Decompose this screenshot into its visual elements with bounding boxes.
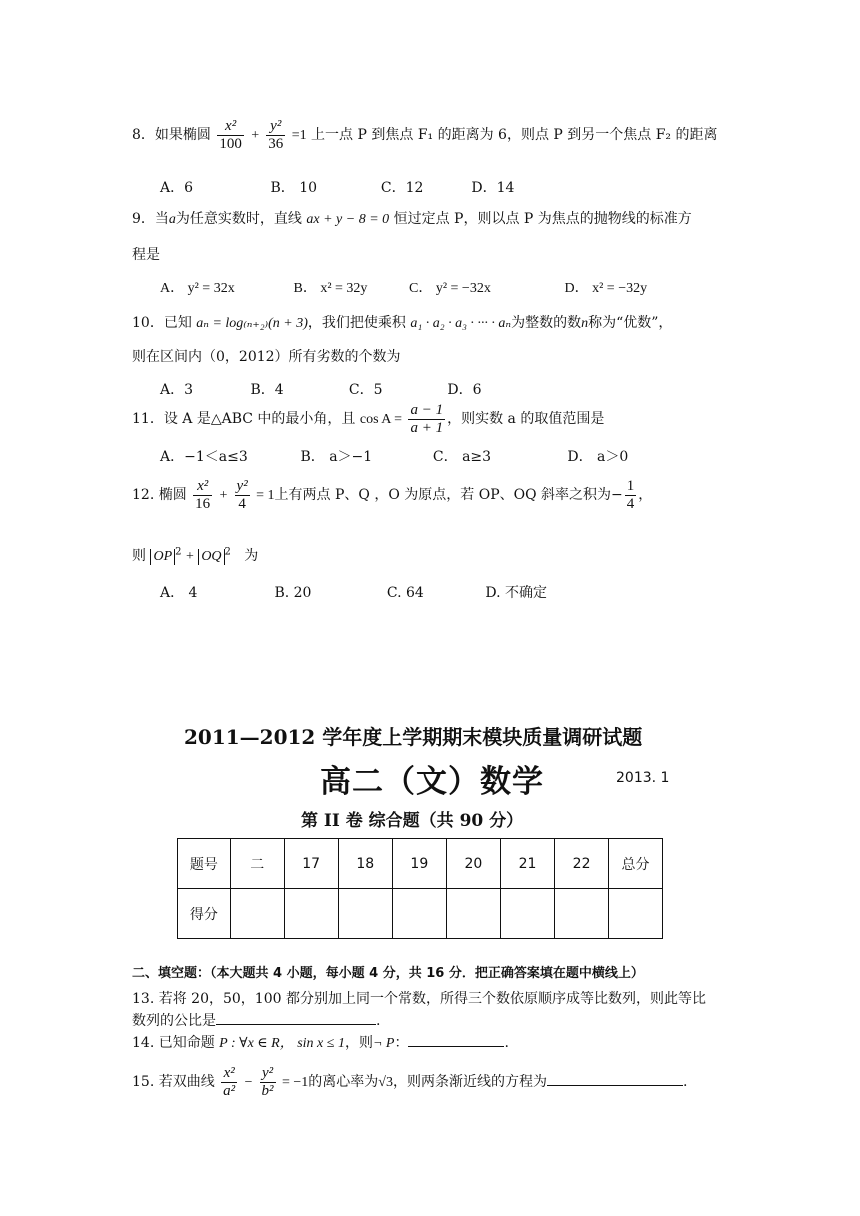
table-cell: 19 xyxy=(392,839,446,889)
table-cell: 总分 xyxy=(609,839,663,889)
q15-fraction-y: $\frac{\text{y²}}{\text{b²}}$ xyxy=(261,1065,274,1099)
table-cell: 21 xyxy=(500,839,554,889)
score-cell[interactable] xyxy=(609,889,663,939)
q12-option-d: D. 不确定 xyxy=(485,585,547,601)
q9-option-b: B． x² = 32y xyxy=(293,281,368,296)
part-title: 第 II 卷 综合题（共 90 分） xyxy=(301,811,524,831)
table-cell: 题号 xyxy=(178,839,231,889)
question-8: 8．如果椭圆 $\frac{\text{x²}}{100}$ + $\frac{\text{y²}}{36}$ =1 上一点 P 到焦点 F₁ 的距离为 6，则点 P 到另一个焦点 F₂ 的距离 xyxy=(132,118,718,152)
q11-option-b: B． a＞−1 xyxy=(300,449,373,465)
table-cell: 20 xyxy=(446,839,500,889)
q12-options xyxy=(160,582,547,602)
score-table xyxy=(177,838,663,939)
q10-product: a₁ · a₂ · a₃ · ··· · aₙ xyxy=(410,316,512,331)
q9-line-equation: ax + y − 8 = 0 xyxy=(306,212,390,227)
q8-options xyxy=(160,177,514,197)
q11-options xyxy=(160,446,628,466)
q9-line2: 程是 xyxy=(132,247,160,263)
subject-title: 高二（文）数学 xyxy=(320,764,544,800)
q10-line2: 则在区间内（0，2012）所有劣数的个数为 xyxy=(132,349,401,365)
table-cell: 18 xyxy=(338,839,392,889)
q13-answer-blank[interactable] xyxy=(216,1010,376,1025)
table-row xyxy=(178,839,663,889)
question-14: 14. 已知命题 P : ∀x ∈ R， sin x ≤ 1，则¬ P： . xyxy=(132,1032,509,1052)
q8-text: 上一点 P 到焦点 F₁ 的距离为 6，则点 P 到另一个焦点 F₂ 的距离 xyxy=(311,127,718,143)
question-13-line2: 数列的公比是 . xyxy=(132,1010,380,1030)
exam-date: 2013. 1 xyxy=(616,770,670,786)
q12-oq-abs: OQ xyxy=(198,549,224,565)
q11-option-d: D． a＞0 xyxy=(567,449,629,465)
q9-options xyxy=(160,277,647,297)
q11-option-a: A．−1＜a≤3 xyxy=(160,449,248,465)
table-cell: 二 xyxy=(230,839,284,889)
q10-option-d: D．6 xyxy=(447,382,482,398)
q12-option-a: A． 4 xyxy=(160,585,198,601)
q10-formula: aₙ = log₍ₙ₊₂₎(n + 3) xyxy=(196,316,308,331)
table-cell: 17 xyxy=(284,839,338,889)
question-12: 12. 椭圆 $\frac{\text{x²}}{16}$ + $\frac{\text{y²}}{4}$ = 1上有两点 P、Q ，O 为原点，若 OP、OQ 斜率之积为− $\frac{1}{4}$ ， xyxy=(132,478,653,512)
score-cell[interactable] xyxy=(338,889,392,939)
q15-fraction-x: $\frac{\text{x²}}{\text{a²}}$ xyxy=(223,1065,236,1099)
q10-option-c: C．5 xyxy=(348,382,383,398)
q12-option-b: B. 20 xyxy=(274,585,312,601)
question-13-line1: 13. 若将 20，50，100 都分别加上同一个常数，所得三个数依原顺序成等比数列，则此等比 xyxy=(132,991,706,1007)
q12-op-abs: OP xyxy=(150,549,175,565)
q10-option-b: B．4 xyxy=(250,382,284,398)
q14-formula: P : ∀x ∈ R， sin x ≤ 1 xyxy=(219,1036,345,1051)
q12-line2: 则 OP $^2$ + OQ $^2$ 为 xyxy=(132,546,259,564)
q11-fraction: $\frac{a - 1}{a + 1}$ xyxy=(410,402,444,436)
q12-fraction-x: $\frac{\text{x²}}{16}$ xyxy=(195,478,211,512)
q9-option-c: C． y² = −32x xyxy=(409,281,491,296)
table-cell: 得分 xyxy=(178,889,231,939)
q8-number: 8．如果椭圆 xyxy=(132,127,211,143)
q15-answer-blank[interactable] xyxy=(547,1071,683,1086)
q12-fraction-quarter: $\frac{1}{4}$ xyxy=(626,478,635,512)
q11-option-c: C． a≥3 xyxy=(432,449,492,465)
score-cell[interactable] xyxy=(284,889,338,939)
q9-option-d: D． x² = −32y xyxy=(564,281,648,296)
question-9: 9．当a为任意实数时，直线 ax + y − 8 = 0 恒过定点 P，则以点 P 为焦点的抛物线的标准方 xyxy=(132,211,692,227)
table-cell: 22 xyxy=(555,839,609,889)
q15-sqrt: √3 xyxy=(378,1075,393,1090)
q8-fraction-x: $\frac{\text{x²}}{100}$ xyxy=(219,118,242,152)
question-11: 11．设 A 是△ABC 中的最小角，且 cos A = $\frac{a - 1}{a + 1}$ ，则实数 a 的取值范围是 xyxy=(132,402,605,436)
q8-option-c: C．12 xyxy=(380,180,424,196)
score-cell[interactable] xyxy=(230,889,284,939)
question-10: 10．已知 aₙ = log₍ₙ₊₂₎(n + 3)，我们把使乘积 a₁ · a₂ · a₃ · ··· · aₙ为整数的数n称为“优数”， xyxy=(132,315,673,331)
q10-options xyxy=(160,379,482,399)
q10-option-a: A．3 xyxy=(160,382,194,398)
score-cell[interactable] xyxy=(500,889,554,939)
exam-title: 2011—2012 学年度上学期期末模块质量调研试题 xyxy=(184,725,643,749)
score-cell[interactable] xyxy=(446,889,500,939)
q12-fraction-y: $\frac{\text{y²}}{4}$ xyxy=(236,478,248,512)
score-cell[interactable] xyxy=(392,889,446,939)
q12-option-c: C. 64 xyxy=(386,585,424,601)
q8-fraction-y: $\frac{\text{y²}}{36}$ xyxy=(268,118,284,152)
q9-option-a: A． y² = 32x xyxy=(160,281,235,296)
q8-option-a: A．6 xyxy=(160,180,194,196)
q8-option-b: B． 10 xyxy=(270,180,318,196)
q14-answer-blank[interactable] xyxy=(408,1032,504,1047)
table-row xyxy=(178,889,663,939)
section-2-heading: 二、填空题：（本大题共 4 小题，每小题 4 分，共 16 分．把正确答案填在题中横线上） xyxy=(132,966,644,981)
q8-option-d: D．14 xyxy=(471,180,515,196)
score-cell[interactable] xyxy=(555,889,609,939)
question-15: 15. 若双曲线 $\frac{\text{x²}}{\text{a²}}$ − $\frac{\text{y²}}{\text{b²}}$ = −1的离心率为√3，则两条渐近线的方程为 . xyxy=(132,1065,688,1099)
